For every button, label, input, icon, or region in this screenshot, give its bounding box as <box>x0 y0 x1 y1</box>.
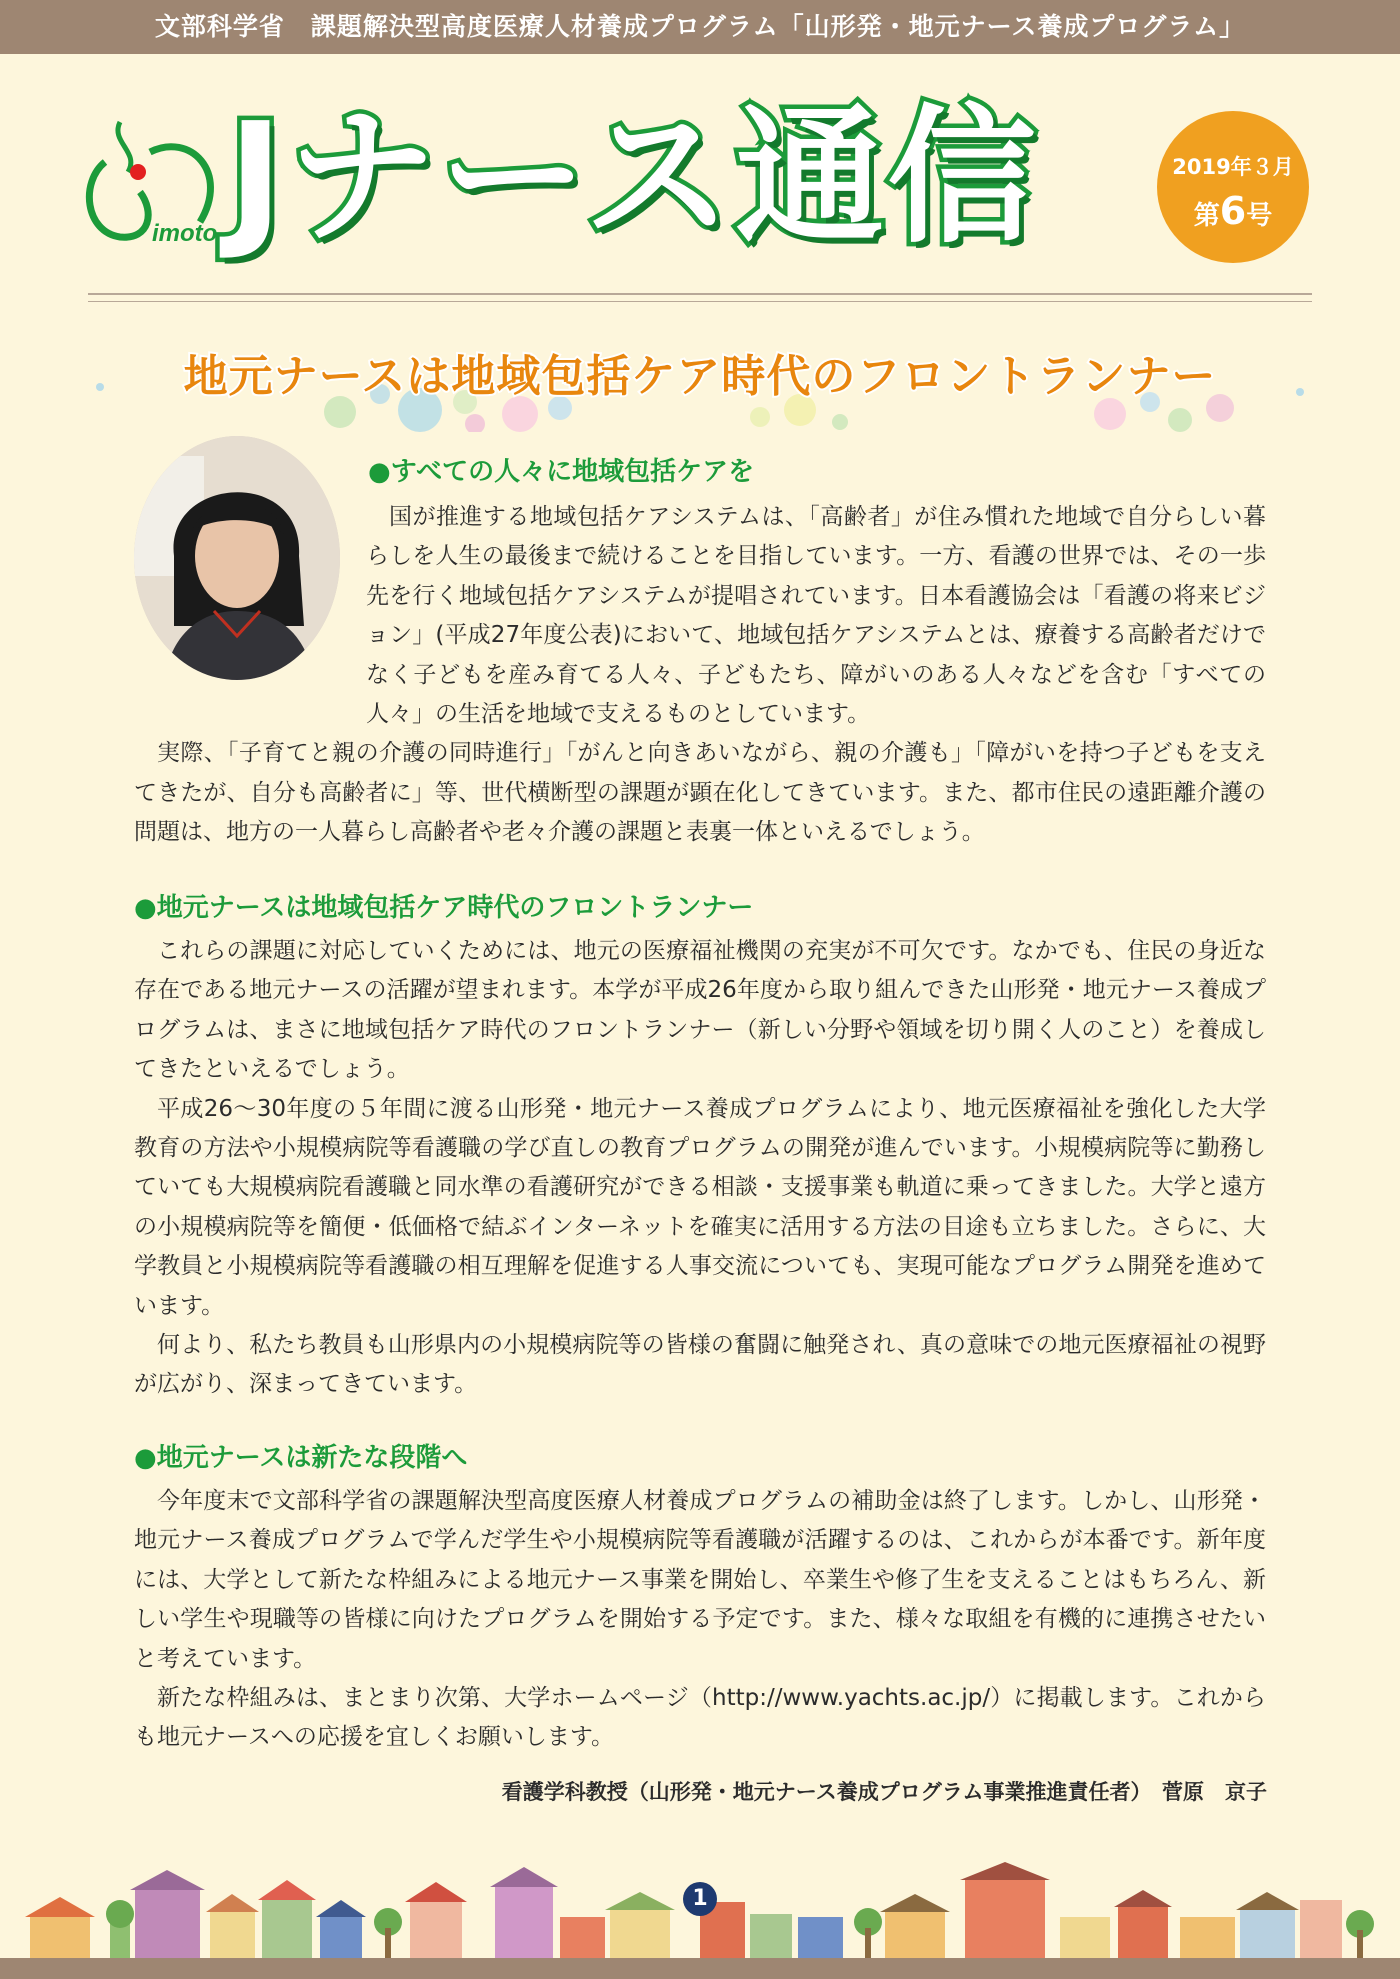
logo-text: imoto <box>152 220 218 247</box>
issue-badge <box>1157 111 1309 263</box>
section-1-body <box>134 498 1266 853</box>
issue-number-line <box>1157 189 1309 233</box>
author-signature: 看護学科教授（山形発・地元ナース養成プログラム事業推進責任者） 菅原 京子 <box>501 1780 1267 1804</box>
section-heading-3-text: 地元ナースは新たな段階へ <box>156 1443 468 1473</box>
section-heading-3 <box>134 1441 467 1475</box>
section-2-paragraph-2: 平成26～30年度の５年間に渡る山形発・地元ナース養成プログラムにより、地元医療福祉を強化した大学教育の方法や小規模病院等看護職の学び直しの教育プログラムの開発が進んでいます。小規模病院等に勤務していても大規模病院看護職と同水準の看護研究ができる相談・支援事業も軌道に乗ってきました。大学と遠方の小規模病院等を簡便・低価格で結ぶインターネットを確実に活用する方法の目途も立ちました。さらに、大学教員と小規模病院等看護職の相互理解を促進する人事交流についても、実現可能なプログラム開発を進めています。 <box>134 1095 1266 1319</box>
section-1-paragraph-1: 国が推進する地域包括ケアシステムは、「高齢者」が住み慣れた地域で自分らしい暮らしを人生の最後まで続けることを目指しています。一方、看護の世界では、その一歩先を行く地域包括ケアシステムが提唱されています。日本看護協会は「看護の将来ビジョン」(平成27年度公表)において、地域包括ケアシステムとは、療養する高齢者だけでなく子どもを産み育てる人々、子どもたち、障がいのある人々などを含む「すべての人々」の生活を地域で支えるものとしています。 <box>366 504 1266 728</box>
section-2-paragraph-3: 何より、私たち教員も山形県内の小規模病院等の皆様の奮闘に触発され、真の意味での地元医療福祉の視野が広がり、深まってきています。 <box>134 1332 1266 1398</box>
footer-bar <box>0 1958 1400 1979</box>
section-heading-1 <box>368 455 754 489</box>
section-heading-2-text: 地元ナースは地域包括ケア時代のフロントランナー <box>156 893 754 923</box>
section-3-body <box>134 1482 1266 1758</box>
headline: 地元ナースは地域包括ケア時代のフロントランナー <box>183 351 1217 402</box>
page-number: 1 <box>683 1882 717 1916</box>
issue-number: 6 <box>1219 189 1247 233</box>
bullet-icon: ● <box>134 1443 157 1473</box>
header-rule-thin <box>88 301 1312 302</box>
section-heading-1-text: すべての人々に地域包括ケアを <box>390 457 755 487</box>
portrait-wrap-spacer <box>134 498 366 726</box>
section-1-paragraph-2: 実際、「子育てと親の介護の同時進行」「がんと向きあいながら、親の介護も」「障がいを持つ子どもを支えてきたが、自分も高齢者に」等、世代横断型の課題が顕在化してきています。また、都市住民の遠距離介護の問題は、地方の一人暮らし高齢者や老々介護の課題と表裏一体といえるでしょう。 <box>134 740 1266 846</box>
program-banner: 文部科学省 課題解決型高度医療人材養成プログラム「山形発・地元ナース養成プログラム」 <box>0 0 1400 54</box>
issue-date: 2019年３月 <box>1172 155 1294 179</box>
section-2-paragraph-1: これらの課題に対応していくためには、地元の医療福祉機関の充実が不可欠です。なかでも、住民の身近な存在である地元ナースの活躍が望まれます。本学が平成26年度から取り組んできた山形発・地元ナース養成プログラムは、まさに地域包括ケア時代のフロントランナー（新しい分野や領域を切り開く人のこと）を養成してきたといえるでしょう。 <box>134 938 1266 1083</box>
issue-prefix: 第 <box>1193 201 1220 231</box>
section-heading-2 <box>134 891 753 925</box>
masthead-title: Jナース通信 <box>228 91 1040 263</box>
section-3-paragraph-2: 新たな枠組みは、まとまり次第、大学ホームページ（http://www.yachts.ac.jp/）に掲載します。これからも地元ナースへの応援を宜しくお願いします。 <box>134 1685 1266 1751</box>
header-rule <box>88 293 1312 295</box>
section-3-paragraph-1: 今年度末で文部科学省の課題解決型高度医療人材養成プログラムの補助金は終了します。しかし、山形発・地元ナース養成プログラムで学んだ学生や小規模病院等看護職が活躍するのは、これからが本番です。新年度には、大学として新たな枠組みによる地元ナース事業を開始し、卒業生や修了生を支えることはもちろん、新しい学生や現職等の皆様に向けたプログラムを開始する予定です。また、様々な取組を有機的に連携させたいと考えています。 <box>134 1488 1266 1672</box>
issue-suffix: 号 <box>1246 201 1273 231</box>
bullet-icon: ● <box>368 457 391 487</box>
section-2-body <box>134 932 1266 1405</box>
bullet-icon: ● <box>134 893 157 923</box>
